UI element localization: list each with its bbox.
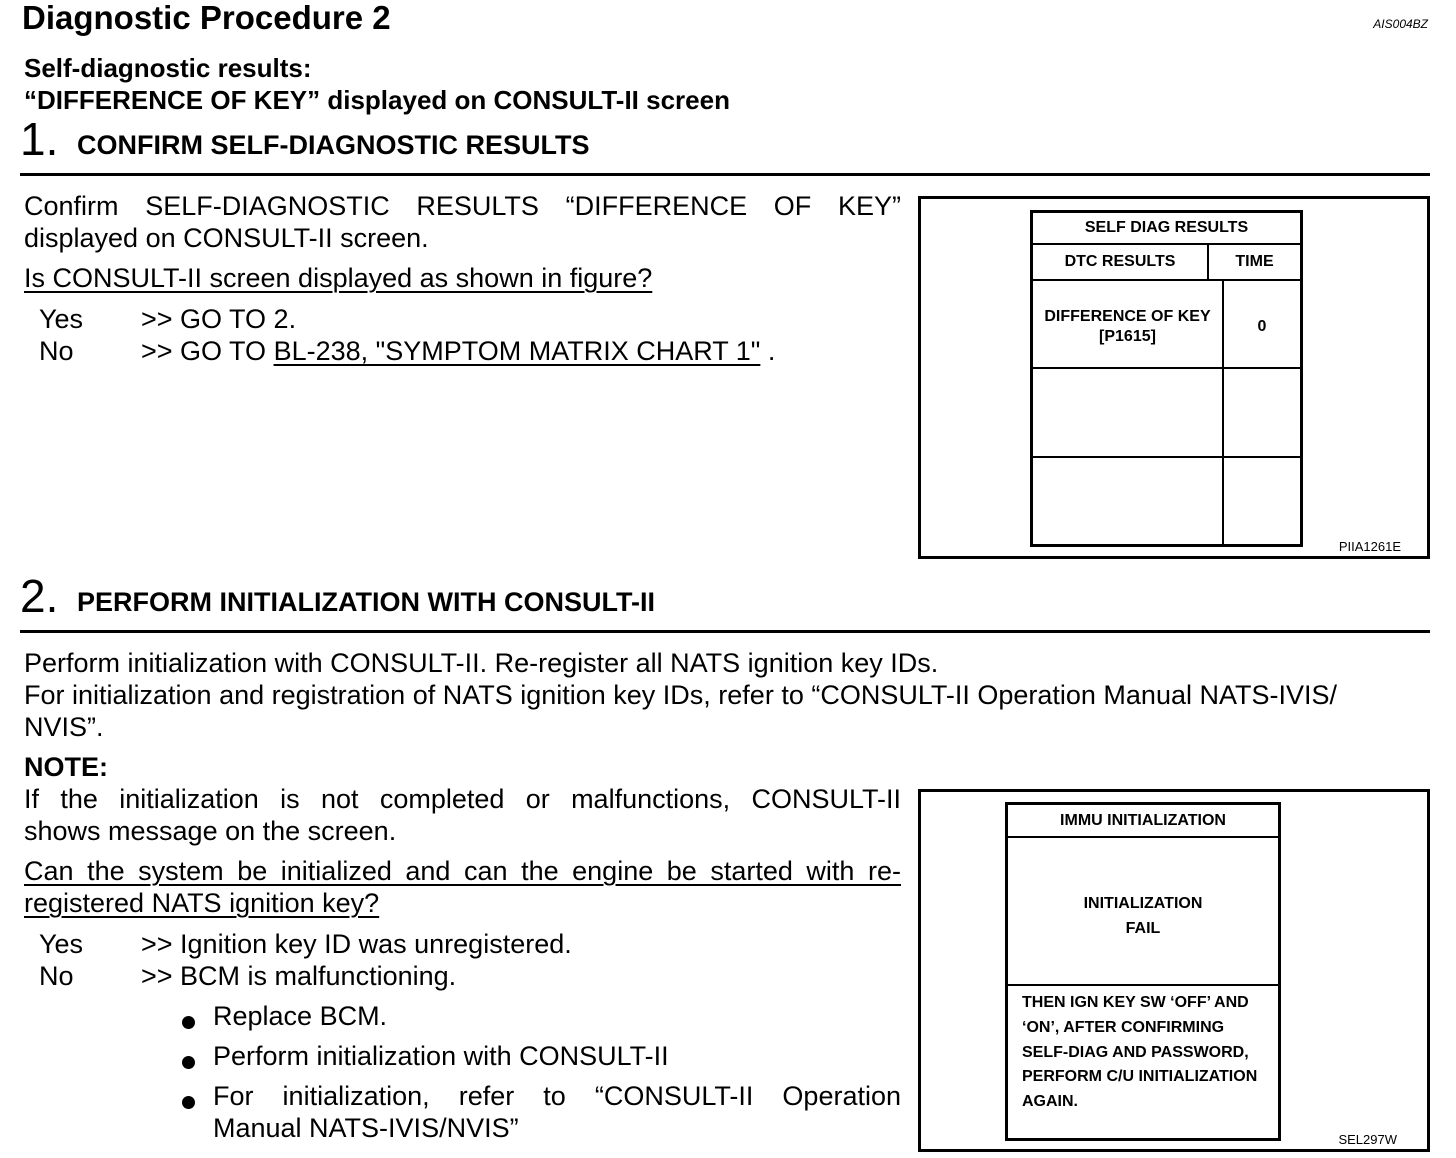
step-1-divider [20, 173, 1430, 176]
yes-label: Yes [39, 929, 84, 959]
page-title: Diagnostic Procedure 2 [22, 0, 391, 36]
init-status-line-2: FAIL [1125, 920, 1161, 937]
immu-initialization-figure [918, 789, 1430, 1152]
step-1-yes-answer [39, 303, 296, 335]
no-suffix: . [760, 336, 776, 366]
bullet-icon [182, 1005, 202, 1025]
bullet-icon [182, 1045, 202, 1065]
step-1-text-line-2: displayed on CONSULT-II screen. [24, 223, 429, 253]
bullet-item-2: Perform initialization with CONSULT-II [213, 1041, 669, 1071]
step-1-number: 1. [20, 113, 59, 165]
yes-text: >> GO TO 2. [141, 304, 297, 334]
step-2-paragraph-1: Perform initialization with CONSULT-II. Re-register all NATS ignition key IDs. [24, 648, 939, 678]
self-diag-results-figure [918, 196, 1430, 559]
table-header: SELF DIAG RESULTS [1084, 219, 1249, 236]
no-text: >> BCM is malfunctioning. [141, 961, 457, 991]
step-2-question-line-2: registered NATS ignition key? [24, 888, 380, 918]
intro-line-1: Self-diagnostic results: [24, 53, 312, 83]
step-2-yes-answer [39, 928, 572, 960]
consult-screen-message [1005, 802, 1281, 1141]
step-2-title: PERFORM INITIALIZATION WITH CONSULT-II [77, 587, 655, 617]
immu-header: IMMU INITIALIZATION [1060, 812, 1226, 829]
step-1-text-line-1: Confirm SELF-DIAGNOSTIC RESULTS “DIFFERENCE OF KEY” [24, 191, 901, 221]
step-2-no-answer [39, 960, 456, 992]
bullet-icon [182, 1085, 202, 1105]
step-2-number: 2. [20, 570, 59, 622]
step-2-question-line-1: Can the system be initialized and can the engine be started with re- [24, 856, 901, 886]
step-1-question: Is CONSULT-II screen displayed as shown in figure? [24, 263, 653, 293]
no-label: No [39, 336, 74, 366]
note-line-2: shows message on the screen. [24, 816, 397, 846]
bullet-item-3-line-1: For initialization, refer to “CONSULT-II Operation [213, 1081, 901, 1111]
msg-line-1: THEN IGN KEY SW ‘OFF’ AND [1022, 994, 1249, 1011]
col-dtc-results: DTC RESULTS [1064, 253, 1176, 270]
step-2-paragraph-2-line-1: For initialization and registration of NATS ignition key IDs, refer to “CONSULT-II Operation Manual NATS-IVIS/ [24, 680, 1337, 710]
step-1-no-answer [39, 335, 775, 367]
note-label: NOTE: [24, 752, 108, 782]
symptom-matrix-link[interactable]: BL-238, "SYMPTOM MATRIX CHART 1" [273, 336, 761, 366]
dtc-name: DIFFERENCE OF KEY [1044, 308, 1211, 325]
note-line-1: If the initialization is not completed or malfunctions, CONSULT-II [24, 784, 901, 814]
yes-text: >> Ignition key ID was unregistered. [141, 929, 572, 959]
msg-line-5: AGAIN. [1022, 1093, 1078, 1110]
yes-label: Yes [39, 304, 84, 334]
bullet-item-1: Replace BCM. [213, 1001, 388, 1031]
step-2-divider [20, 630, 1430, 633]
bullet-item-3-line-2: Manual NATS-IVIS/NVIS” [213, 1113, 519, 1143]
init-status-line-1: INITIALIZATION [1083, 895, 1203, 912]
step-1-title: CONFIRM SELF-DIAGNOSTIC RESULTS [77, 130, 590, 160]
msg-line-3: SELF-DIAG AND PASSWORD, [1022, 1044, 1249, 1061]
document-id: AIS004BZ [1373, 17, 1428, 31]
no-prefix: >> GO TO [141, 336, 274, 366]
msg-line-4: PERFORM C/U INITIALIZATION [1022, 1068, 1258, 1085]
no-label: No [39, 961, 74, 991]
figure-2-id: SEL297W [1338, 1132, 1397, 1147]
step-2-paragraph-2-line-2: NVIS”. [24, 712, 104, 742]
dtc-code: [P1615] [1099, 328, 1156, 345]
msg-line-2: ‘ON’, AFTER CONFIRMING [1022, 1019, 1225, 1036]
intro-line-2: “DIFFERENCE OF KEY” displayed on CONSULT-II screen [24, 85, 730, 115]
consult-screen-table [1030, 210, 1303, 547]
dtc-time-value: 0 [1257, 318, 1267, 335]
figure-1-id: PIIA1261E [1338, 539, 1401, 554]
col-time: TIME [1235, 253, 1274, 270]
